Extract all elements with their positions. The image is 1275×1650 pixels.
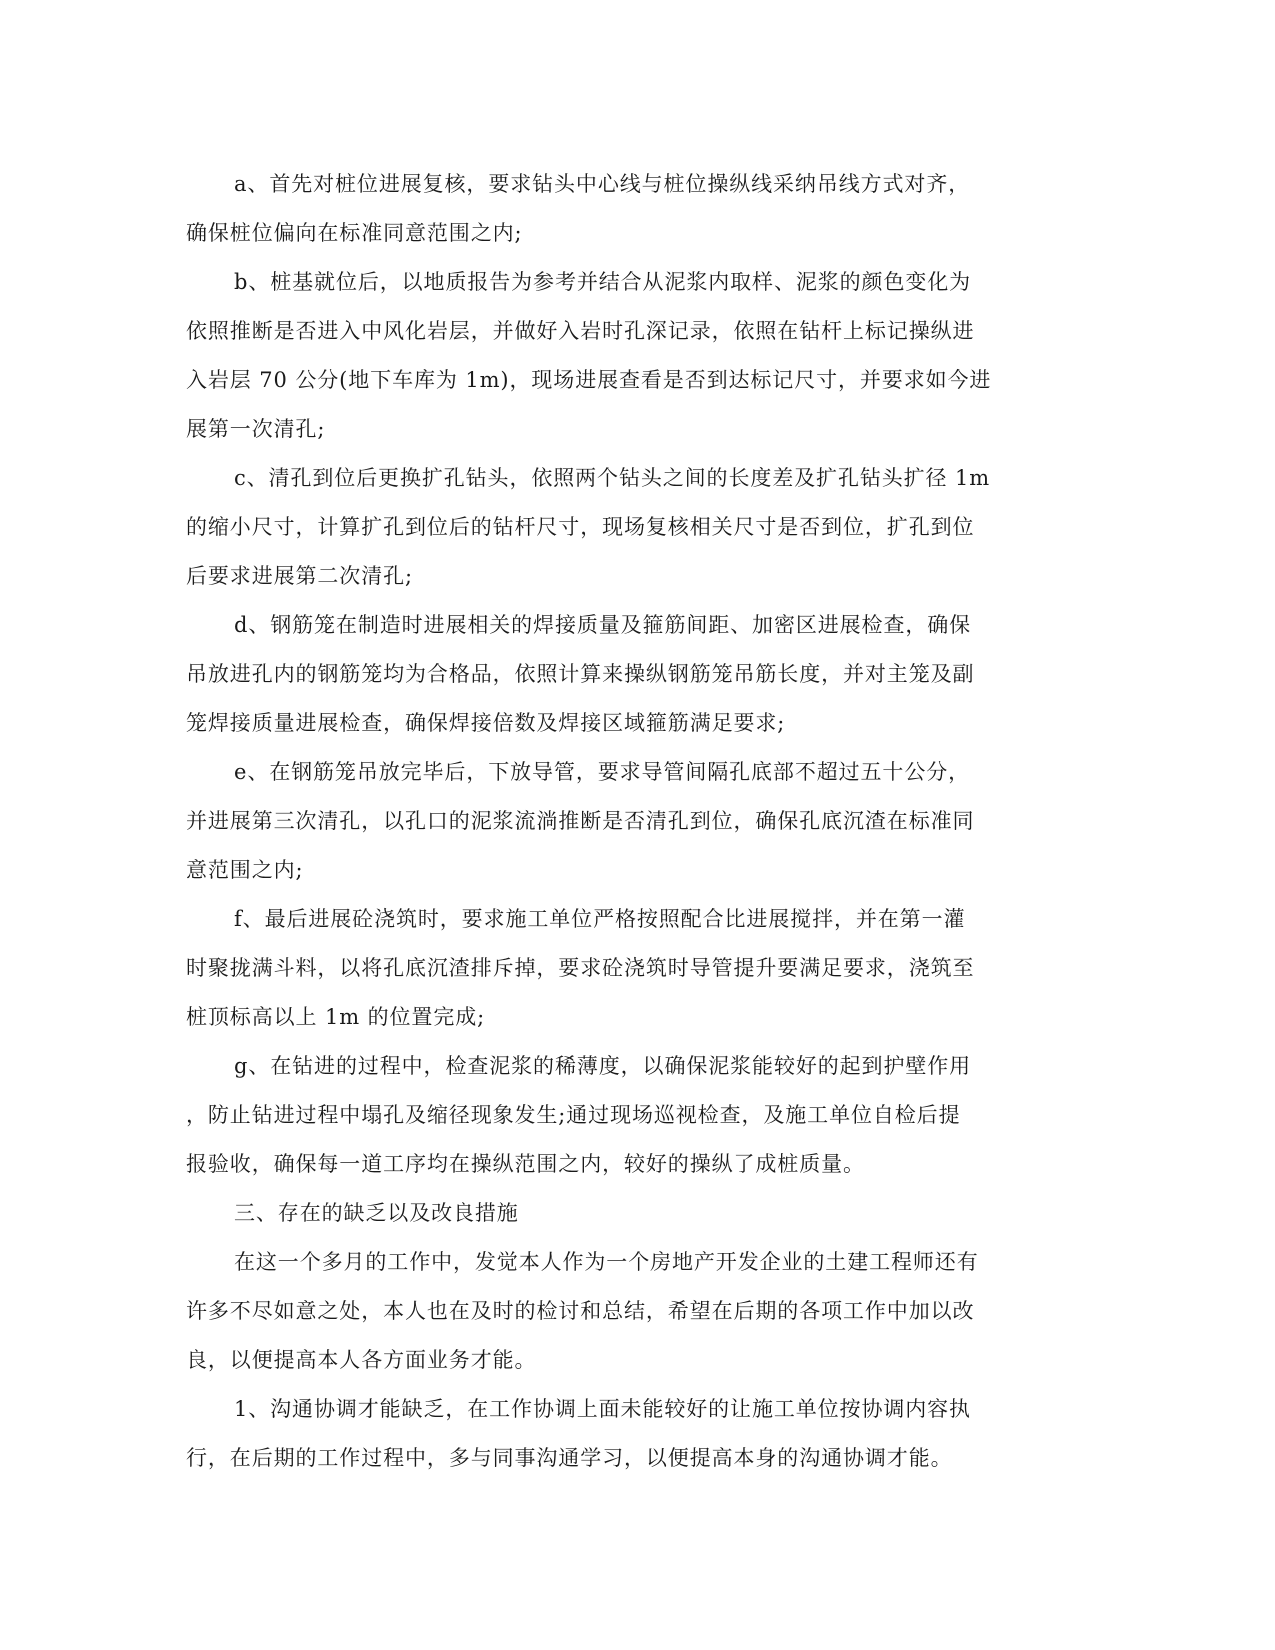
paragraph-line: b、桩基就位后，以地质报告为参考并结合从泥浆内取样、泥浆的颜色变化为 (234, 270, 972, 294)
paragraph-line: g、在钻进的过程中，检查泥浆的稀薄度，以确保泥浆能较好的起到护壁作用 (234, 1054, 972, 1078)
paragraph-a (186, 160, 1086, 258)
section-heading-text: 三、存在的缺乏以及改良措施 (234, 1201, 519, 1225)
paragraph-line: 并进展第三次清孔，以孔口的泥浆流淌推断是否清孔到位，确保孔底沉渣在标准同 (186, 809, 975, 833)
paragraph-line: 在这一个多月的工作中，发觉本人作为一个房地产开发企业的土建工程师还有 (234, 1250, 979, 1274)
paragraph-line: 笼焊接质量进展检查，确保焊接倍数及焊接区域箍筋满足要求; (186, 711, 786, 735)
paragraph-e (186, 748, 1086, 895)
paragraph-f (186, 895, 1086, 1042)
paragraph-line: e、在钢筋笼吊放完毕后，下放导管，要求导管间隔孔底部不超过五十公分， (234, 760, 971, 784)
section-heading (186, 1189, 1086, 1238)
paragraph-line: 良，以便提高本人各方面业务才能。 (186, 1348, 537, 1372)
paragraph-c (186, 454, 1086, 601)
paragraph-intro (186, 1238, 1086, 1385)
paragraph-line: a、首先对桩位进展复核，要求钻头中心线与桩位操纵线采纳吊线方式对齐， (234, 172, 971, 196)
paragraph-line: 展第一次清孔; (186, 417, 326, 441)
paragraph-line: f、最后进展砼浇筑时，要求施工单位严格按照配合比进展搅拌，并在第一灌 (234, 907, 966, 931)
paragraph-line: 1、沟通协调才能缺乏，在工作协调上面未能较好的让施工单位按协调内容执 (234, 1397, 971, 1421)
paragraph-line: 许多不尽如意之处，本人也在及时的检讨和总结，希望在后期的各项工作中加以改 (186, 1299, 975, 1323)
document-body (186, 160, 1086, 1483)
paragraph-line: 的缩小尺寸，计算扩孔到位后的钻杆尺寸，现场复核相关尺寸是否到位，扩孔到位 (186, 515, 975, 539)
paragraph-line: 意范围之内; (186, 858, 304, 882)
paragraph-g (186, 1042, 1086, 1189)
paragraph-line: 桩顶标高以上 1m 的位置完成; (186, 1005, 486, 1029)
paragraph-line: d、钢筋笼在制造时进展相关的焊接质量及箍筋间距、加密区进展检查，确保 (234, 613, 972, 637)
paragraph-line: 入岩层 70 公分(地下车库为 1m)，现场进展查看是否到达标记尺寸，并要求如今进 (186, 368, 992, 392)
paragraph-line: 报验收，确保每一道工序均在操纵范围之内，较好的操纵了成桩质量。 (186, 1152, 865, 1176)
paragraph-line: ，防止钻进过程中塌孔及缩径现象发生;通过现场巡视检查，及施工单位自检后提 (186, 1103, 961, 1127)
paragraph-line: c、清孔到位后更换扩孔钻头，依照两个钻头之间的长度差及扩孔钻头扩径 1m (234, 466, 991, 490)
paragraph-line: 依照推断是否进入中风化岩层，并做好入岩时孔深记录，依照在钻杆上标记操纵进 (186, 319, 975, 343)
paragraph-line: 时聚拢满斗料，以将孔底沉渣排斥掉，要求砼浇筑时导管提升要满足要求，浇筑至 (186, 956, 975, 980)
paragraph-item-1 (186, 1385, 1086, 1483)
paragraph-d (186, 601, 1086, 748)
paragraph-b (186, 258, 1086, 454)
paragraph-line: 吊放进孔内的钢筋笼均为合格品，依照计算来操纵钢筋笼吊筋长度，并对主笼及副 (186, 662, 975, 686)
paragraph-line: 确保桩位偏向在标准同意范围之内; (186, 221, 523, 245)
paragraph-line: 行，在后期的工作过程中，多与同事沟通学习，以便提高本身的沟通协调才能。 (186, 1446, 953, 1470)
paragraph-line: 后要求进展第二次清孔; (186, 564, 413, 588)
